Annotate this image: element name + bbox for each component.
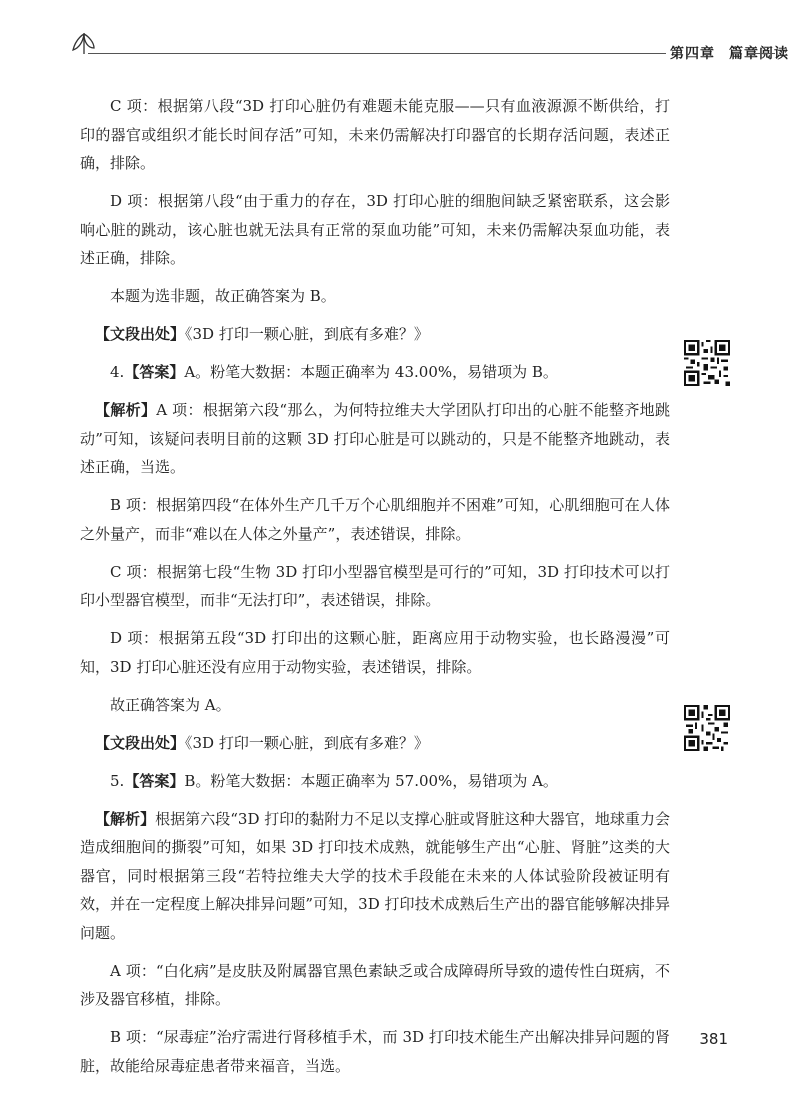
header-rule [88, 53, 666, 54]
answer-tag: 【答案】 [124, 363, 185, 381]
analysis-tag: 【解析】 [95, 401, 157, 419]
source-tag: 【文段出处】 [95, 325, 186, 343]
answer-line: 4.【答案】A。粉笔大数据：本题正确率为 43.00%，易错项为 B。 [110, 363, 558, 381]
analysis-tag: 【解析】 [95, 809, 156, 828]
source-note: 【文段出处】《3D 打印一颗心脏，到底有多难？》 [95, 733, 429, 752]
source-note: 【文段出处】《3D 打印一颗心脏，到底有多难？》 [95, 325, 429, 343]
analysis-paragraph: 【解析】A 项：根据第六段“那么，为何特拉维夫大学团队打印出的心脏不能整齐地跳动”可知，该疑问表明目前的这颗 3D 打印心脏是可以跳动的，只是不能整齐地跳动，表述正确，当选。 [80, 401, 670, 476]
paragraph: D 项：根据第八段“由于重力的存在，3D 打印心脏的细胞间缺乏紧密联系，这会影响心脏的跳动，该心脏也就无法具有正常的泵血功能”可知，未来仍需解决泵血功能，表述正确，排除。 [80, 192, 670, 267]
paragraph: D 项：根据第五段“3D 打印出的这颗心脏，距离应用于动物实验，也长路漫漫”可知，3D 打印心脏还没有应用于动物实验，表述错误，排除。 [80, 629, 670, 676]
page-body [80, 92, 670, 1090]
running-header [70, 30, 789, 64]
source-tag: 【文段出处】 [95, 733, 186, 752]
question-number: 5. [110, 771, 125, 790]
qr-code-icon[interactable] [684, 705, 730, 751]
paragraph: A 项：“白化病”是皮肤及附属器官黑色素缺乏或合成障碍所导致的遗传性白斑病，不涉及器官移植，排除。 [80, 961, 670, 1008]
paragraph: B 项：“尿毒症”治疗需进行肾移植手术，而 3D 打印技术能生产出解决排异问题的肾脏，故能给尿毒症患者带来福音，当选。 [80, 1028, 670, 1075]
section-label: 篇章阅读 [729, 46, 789, 62]
paragraph: C 项：根据第七段“生物 3D 打印小型器官模型是可行的”可知，3D 打印技术可以打印小型器官模型，而非“无法打印”，表述错误，排除。 [80, 562, 670, 609]
paragraph: 本题为选非题，故正确答案为 B。 [110, 287, 336, 305]
answer-line: 5.【答案】B。粉笔大数据：本题正确率为 57.00%，易错项为 A。 [110, 771, 558, 790]
question-number: 4. [110, 363, 125, 381]
page-number: 381 [699, 1030, 728, 1048]
header-rule-right [751, 53, 775, 54]
paragraph: B 项：根据第四段“在体外生产几千万个心肌细胞并不困难”可知，心肌细胞可在人体之外量产，而非“难以在人体之外量产”，表述错误，排除。 [80, 496, 670, 543]
paragraph: 故正确答案为 A。 [110, 695, 231, 714]
paragraph: C 项：根据第八段“3D 打印心脏仍有难题未能克服——只有血液源源不断供给，打印的器官或组织才能长时间存活”可知，未来仍需解决打印器官的长期存活问题，表述正确，排除。 [80, 97, 670, 172]
chapter-label: 第四章 [670, 46, 715, 62]
analysis-paragraph: 【解析】根据第六段“3D 打印的黏附力不足以支撑心脏或肾脏这种大器官，地球重力会造成细胞间的撕裂”可知，如果 3D 打印技术成熟，就能够生产出“心脏、肾脏”这类的大器官，同时根据第三段“若特拉维夫大学的技术手段能在未来的人体试验阶段被证明有效，并在一定程度上解决排异问题”可知，3D 打印技术成熟后生产出的器官能够解决排异问题。 [80, 809, 670, 942]
answer-tag: 【答案】 [124, 771, 185, 790]
qr-code-icon[interactable] [684, 340, 730, 386]
